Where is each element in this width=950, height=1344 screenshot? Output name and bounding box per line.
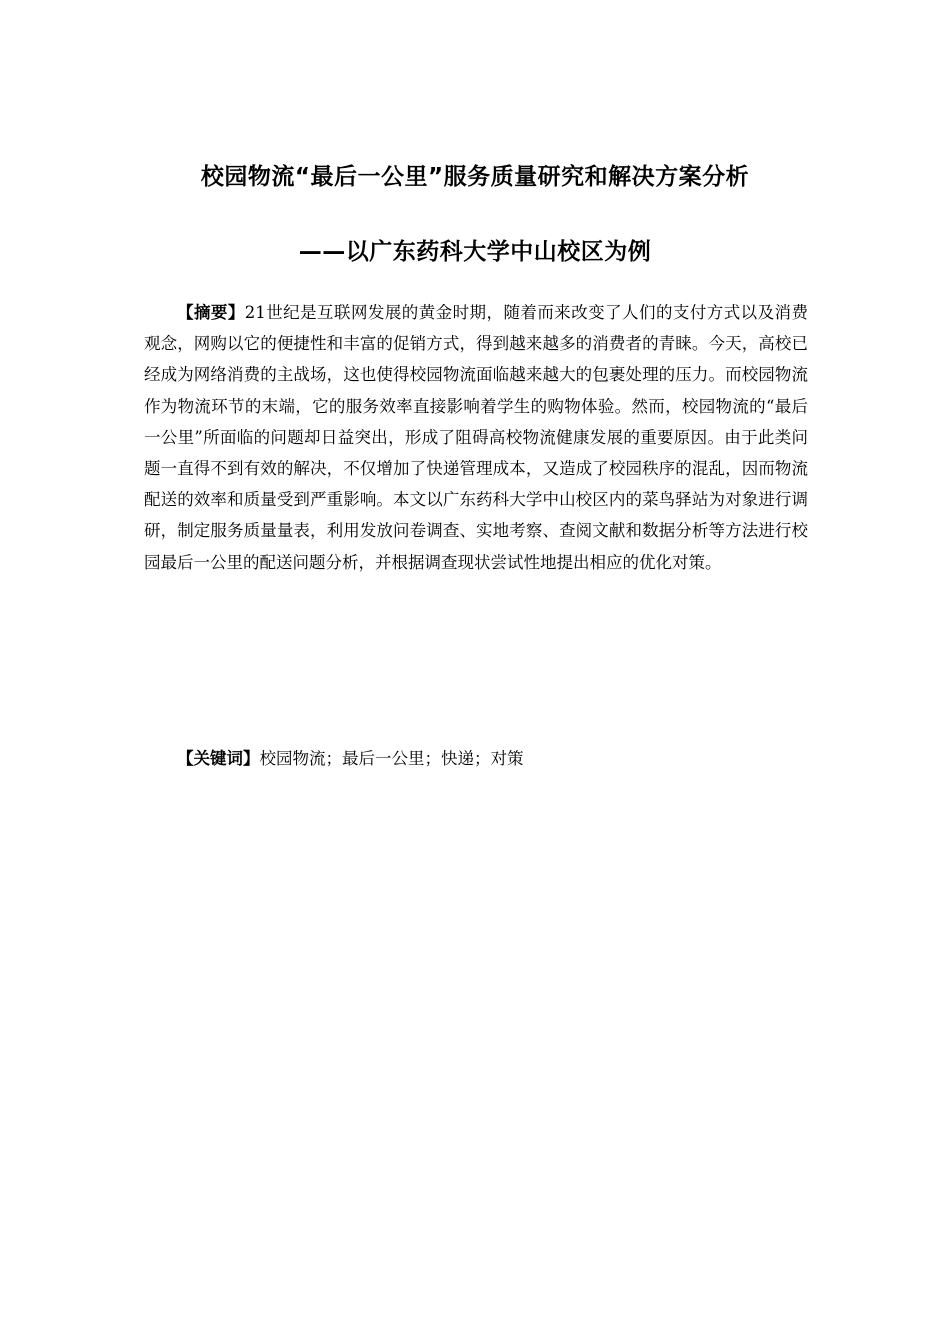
paper-title: 校园物流“最后一公里”服务质量研究和解决方案分析 xyxy=(200,164,750,190)
keywords-paragraph xyxy=(144,743,808,774)
abstract-label: 【摘要】 xyxy=(177,303,245,322)
abstract-paragraph xyxy=(144,297,808,578)
keywords-text: 校园物流；最后一公里；快递；对策 xyxy=(259,749,524,768)
paper-subtitle: ——以广东药科大学中山校区为例 xyxy=(298,239,652,265)
abstract-text: 21世纪是互联网发展的黄金时期，随着而来改变了人们的支付方式以及消费观念，网购以它的便捷性和丰富的促销方式，得到越来越多的消费者的青睐。今天，高校已经成为网络消费的主战场，这也使得校园物流面临越来越大的包裹处理的压力。而校园物流作为物流环节的末端，它的服务效率直接影响着学生的购物体验。然而，校园物流的“最后一公里”所面临的问题却日益突出，形成了阻碍高校物流健康发展的重要原因。由于此类问题一直得不到有效的解决，不仅增加了快递管理成本，又造成了校园秩序的混乱，因而物流配送的效率和质量受到严重影响。本文以广东药科大学中山校区内的菜鸟驿站为对象进行调研，制定服务质量量表，利用发放问卷调查、实地考察、查阅文献和数据分析等方法进行校园最后一公里的配送问题分析，并根据调查现状尝试性地提出相应的优化对策。 xyxy=(144,303,808,572)
keywords-label: 【关键词】 xyxy=(177,749,260,768)
